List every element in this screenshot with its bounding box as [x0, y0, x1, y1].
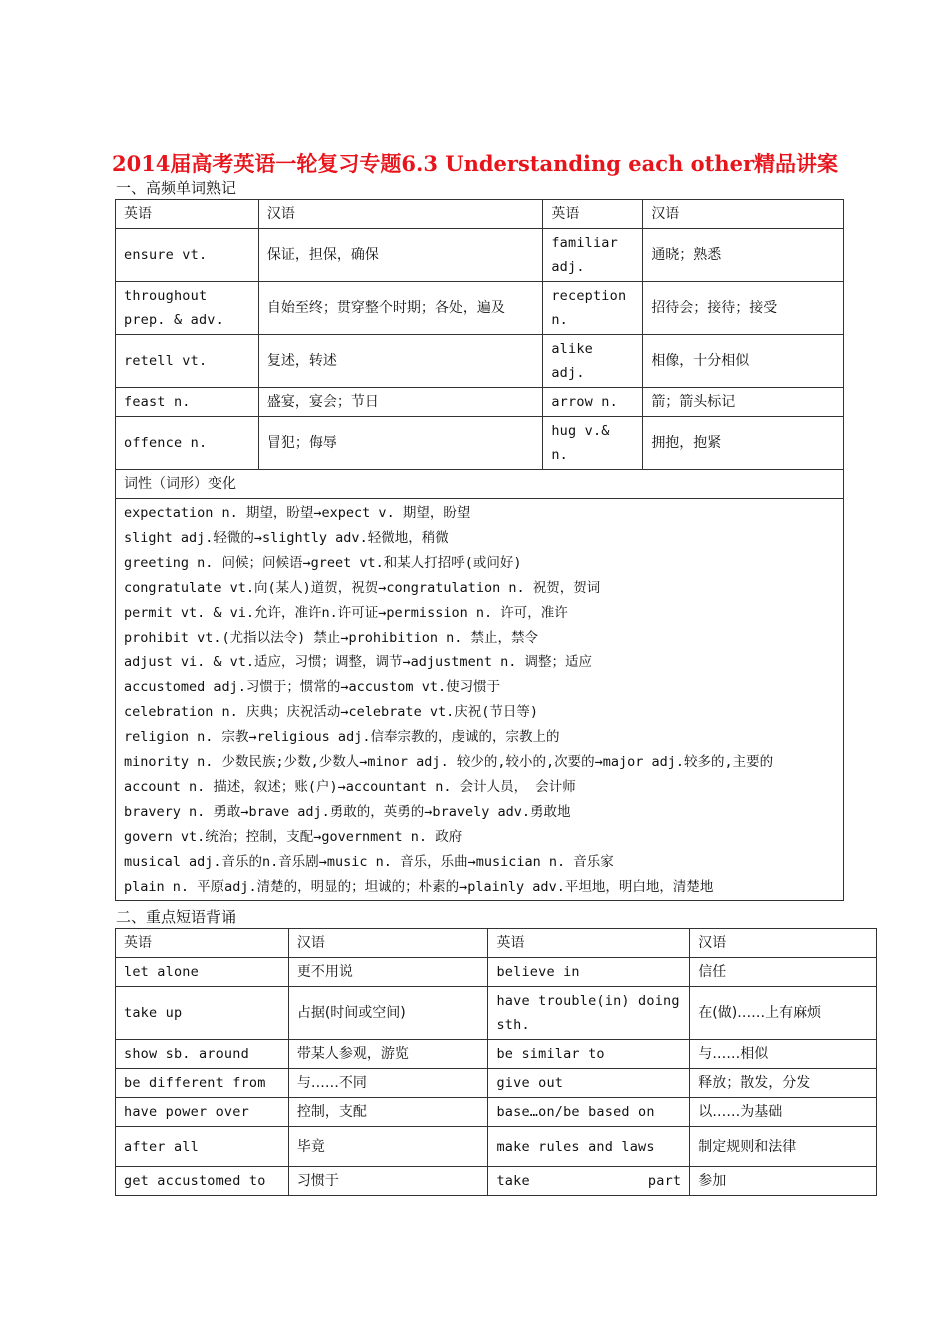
word-zh: 拥抱，抱紧 [643, 417, 844, 470]
word-forms-box [116, 499, 844, 901]
phrase-en: after all [116, 1127, 289, 1167]
word-zh: 招待会；接待；接受 [643, 282, 844, 335]
phrase-en: have trouble(in) doing sth. [488, 987, 690, 1040]
word-form-line: minority n. 少数民族;少数,少数人→minor adj. 较少的,较小的,次要的→major adj.较多的,主要的 [124, 754, 774, 771]
word-form-line: slight adj.轻微的→slightly adv.轻微地，稍微 [124, 529, 449, 546]
word-en: familiar adj. [543, 229, 643, 282]
word-en: reception n. [543, 282, 643, 335]
phrase-en: let alone [116, 958, 289, 987]
word-form-line: religion n. 宗教→religious adj.信奉宗教的，虔诚的，宗教上的 [124, 729, 560, 746]
word-en: hug v.& n. [543, 417, 643, 470]
word-zh: 保证，担保，确保 [258, 229, 542, 282]
word-forms-heading: 词性（词形）变化 [116, 470, 844, 499]
word-forms-heading-row [116, 470, 844, 499]
word-en: feast n. [116, 388, 259, 417]
vocab-row [116, 335, 844, 388]
word-zh: 冒犯；侮辱 [258, 417, 542, 470]
word-form-line: expectation n. 期望，盼望→expect v. 期望，盼望 [124, 505, 471, 521]
word-en: retell vt. [116, 335, 259, 388]
phrase-en: show sb. around [116, 1040, 289, 1069]
vocab-header-row [116, 200, 844, 229]
header-chinese: 汉语 [288, 929, 488, 958]
phrase-zh: 毕竟 [288, 1127, 488, 1167]
word-form-line: greeting n. 问候；问候语→greet vt.和某人打招呼(或问好) [124, 554, 522, 571]
word-form-line: accustomed adj.习惯于；惯常的→accustom vt.使习惯于 [124, 679, 501, 696]
phrase-en: base…on/be based on [488, 1098, 690, 1127]
word-forms-row [116, 499, 844, 901]
phrase-row [116, 1167, 877, 1196]
phrase-table [115, 928, 877, 1196]
header-chinese: 汉语 [643, 200, 844, 229]
page-title: 2014届高考英语一轮复习专题6.3 Understanding each other精品讲案 [111, 151, 839, 176]
vocab-row [116, 417, 844, 470]
phrase-row [116, 958, 877, 987]
vocab-row [116, 229, 844, 282]
phrase-zh: 制定规则和法律 [690, 1127, 877, 1167]
header-english: 英语 [116, 200, 259, 229]
phrase-row [116, 1098, 877, 1127]
vocab-table [115, 199, 844, 901]
phrase-en: be different from [116, 1069, 289, 1098]
phrase-zh: 在(做)……上有麻烦 [690, 987, 877, 1040]
phrase-zh: 释放；散发，分发 [690, 1069, 877, 1098]
phrase-row [116, 1069, 877, 1098]
phrase-zh: 信任 [690, 958, 877, 987]
word-en: ensure vt. [116, 229, 259, 282]
phrase-en: make rules and laws [488, 1127, 690, 1167]
word-zh: 相像，十分相似 [643, 335, 844, 388]
phrase-en: give out [488, 1069, 690, 1098]
header-chinese: 汉语 [690, 929, 877, 958]
phrase-row [116, 1127, 877, 1167]
word-en: arrow n. [543, 388, 643, 417]
word-en: offence n. [116, 417, 259, 470]
word-form-line: celebration n. 庆典；庆祝活动→celebrate vt.庆祝(节日等) [124, 704, 538, 721]
word-form-line: prohibit vt.(尤指以法令) 禁止→prohibition n. 禁止，禁令 [124, 629, 538, 646]
word-en: throughout prep. & adv. [116, 282, 259, 335]
word-zh: 自始至终；贯穿整个时期；各处，遍及 [258, 282, 542, 335]
word-form-line: permit vt. & vi.允许，准许n.许可证→permission n. 许可，准许 [124, 604, 568, 621]
phrase-zh: 与……不同 [288, 1069, 488, 1098]
word-form-line: bravery n. 勇敢→brave adj.勇敢的，英勇的→bravely adv.勇敢地 [124, 803, 571, 820]
phrase-zh: 与……相似 [690, 1040, 877, 1069]
phrase-row [116, 1040, 877, 1069]
phrase-zh: 更不用说 [288, 958, 488, 987]
header-english: 英语 [543, 200, 643, 229]
phrase-en: have power over [116, 1098, 289, 1127]
word-zh: 箭；箭头标记 [643, 388, 844, 417]
header-english: 英语 [488, 929, 690, 958]
word-zh: 复述，转述 [258, 335, 542, 388]
phrase-zh: 参加 [690, 1167, 877, 1196]
phrase-zh: 带某人参观，游览 [288, 1040, 488, 1069]
phrase-en: take up [116, 987, 289, 1040]
header-english: 英语 [116, 929, 289, 958]
phrase-header-row [116, 929, 877, 958]
phrase-en: get accustomed to [116, 1167, 289, 1196]
phrase-zh: 占据(时间或空间) [288, 987, 488, 1040]
word-zh: 盛宴，宴会；节日 [258, 388, 542, 417]
phrase-en: be similar to [488, 1040, 690, 1069]
word-zh: 通晓；熟悉 [643, 229, 844, 282]
phrase-row [116, 987, 877, 1040]
word-form-line: plain n. 平原adj.清楚的，明显的；坦诚的；朴素的→plainly adv.平坦地，明白地，清楚地 [124, 878, 714, 895]
phrase-zh: 控制，支配 [288, 1098, 488, 1127]
word-en: alike adj. [543, 335, 643, 388]
word-form-line: adjust vi. & vt.适应，习惯；调整，调节→adjustment n. 调整；适应 [124, 654, 592, 671]
phrase-en: believe in [488, 958, 690, 987]
section2-heading: 二、重点短语背诵 [116, 908, 237, 926]
phrase-zh: 以……为基础 [690, 1098, 877, 1127]
word-form-line: account n. 描述，叙述；账(户)→accountant n. 会计人员， 会计师 [124, 778, 576, 795]
word-form-line: congratulate vt.向(某人)道贺，祝贺→congratulation n. 祝贺，贺词 [124, 579, 601, 596]
phrase-en: take part [488, 1167, 690, 1196]
section1-heading: 一、高频单词熟记 [116, 179, 237, 197]
vocab-row [116, 388, 844, 417]
vocab-row [116, 282, 844, 335]
word-form-line: govern vt.统治；控制，支配→government n. 政府 [124, 828, 463, 845]
phrase-zh: 习惯于 [288, 1167, 488, 1196]
word-form-line: musical adj.音乐的n.音乐剧→music n. 音乐，乐曲→musician n. 音乐家 [124, 853, 614, 870]
header-chinese: 汉语 [258, 200, 542, 229]
